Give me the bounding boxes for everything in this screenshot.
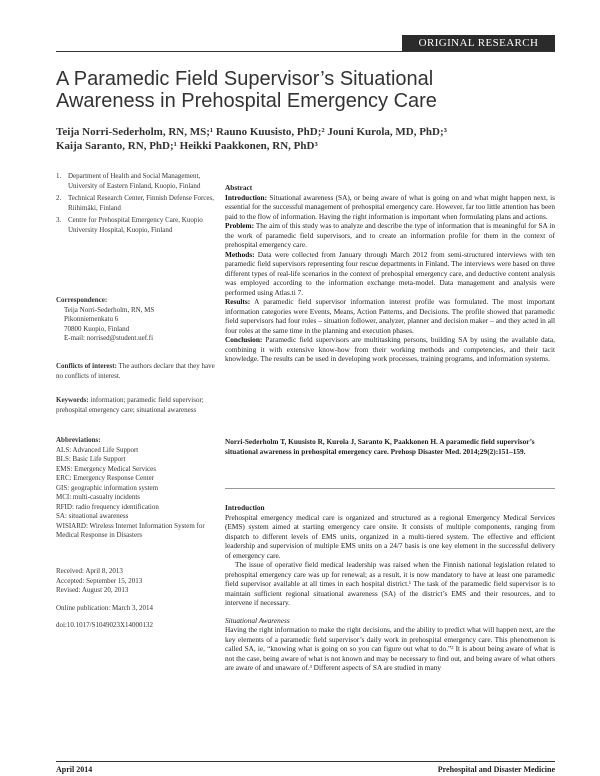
abstract-methods-text: Data were collected from January through March 2012 from semi-structured interviews with ten paramedic field supervisors representing four rescue departments in Finland. The interviews were based on three different types of real-life scenarios in the context of prehospital emergency care, and deductive content analysis was employed according to the information exchange meta-model. Data management and analysis were performed using Atlas.ti 7. (225, 249, 556, 297)
affiliation-text: Technical Research Center, Finnish Defense Forces, Riihimäki, Finland (68, 194, 214, 212)
revised-date: Revised: August 20, 2013 (56, 586, 129, 594)
conflicts-text: The authors declare that they have no conflicts of interest. (56, 362, 215, 380)
abstract-methods (225, 250, 555, 298)
received-date: Received: April 8, 2013 (56, 567, 123, 575)
abstract-intro-text: Situational awareness (SA), or being aware of what is going on and what might happen next, is essential for the successful management of prehospital emergency care. However, far too little attention has been paid to the flow of information. Having the right information is important when formulating plans and actions. (225, 192, 555, 221)
abstract-results-label: Results: (225, 297, 251, 306)
correspondence-email[interactable]: E-mail: norrised@student.uef.fi (64, 334, 154, 342)
abbreviation-item: SA: situational awareness (56, 512, 129, 520)
dates-block (56, 567, 216, 631)
footer-journal: Prehospital and Disaster Medicine (437, 765, 555, 774)
correspondence-line: Teija Norri-Sederholm, RN, MS (64, 305, 155, 314)
abbreviation-item: WISIARD: Wireless Internet Information System for Medical Response in Disasters (56, 521, 205, 539)
correspondence-line: 70800 Kuopio, Finland (64, 324, 130, 333)
abstract (225, 183, 555, 364)
abbreviation-item: BLS: Basic Life Support (56, 455, 126, 463)
affiliation-text: Centre for Prehospital Emergency Care, Kuopio University Hospital, Kuopio, Finland (68, 216, 203, 234)
footer-divider (56, 761, 555, 762)
abbreviations-heading: Abbreviations: (56, 436, 101, 444)
citation: Norri-Sederholm T, Kuusisto R, Kurola J, Saranto K, Paakkonen H. A paramedic field supervisor’s situational awareness in prehospital emergency care. Prehosp Disaster Med. 2014;29(2):151–159. (225, 437, 535, 456)
footer-date: April 2014 (56, 765, 93, 774)
affiliation-item (56, 172, 216, 191)
abstract-heading: Abstract (225, 183, 253, 192)
abbreviation-item: ALS: Advanced Life Support (56, 445, 139, 454)
author-list (56, 125, 526, 153)
abbreviations-block (56, 436, 216, 541)
abstract-results (225, 297, 555, 335)
article-title: A Paramedic Field Supervisor’s Situational Awareness in Prehospital Emergency Care (56, 68, 437, 112)
abstract-conclusion-text: Paramedic field supervisors are multitasking persons, building SA by using the available data, combining it with extensive know-how from their working methods and competencies, and their tacit knowledge. The results can be used in developing work processes, training programs, and information systems. (225, 335, 555, 363)
abbreviation-item: ERC: Emergency Response Center (56, 474, 155, 482)
abbreviation-item: RFID: radio frequency identification (56, 502, 159, 511)
introduction-section (225, 503, 555, 673)
abstract-problem (225, 221, 555, 250)
keywords-block (56, 396, 216, 415)
paragraph: Prehospital emergency medical care is organized and structured as a regional Emergency Medical Services (EMS) system aimed at starting emergency care onsite. It consists of multiple components, ranging from dispatch to different levels of EMS units, organized in a multi-tiered system. The effective and efficient leadership and supervision of multiple EMS units on a 24/7 basis is one key element in the successful delivery of emergency care. (225, 512, 555, 560)
abbreviation-item: GIS: geographic information system (56, 483, 159, 492)
abstract-methods-label: Methods: (225, 249, 255, 259)
affiliations (56, 172, 216, 238)
affiliation-item (56, 194, 216, 213)
abstract-introduction (225, 193, 555, 222)
abbreviation-item: EMS: Emergency Medical Services (56, 464, 156, 473)
paragraph: The issue of operative field medical leadership was raised when the Finnish national legislation related to prehospital emergency care was up for renewal; as a result, it is now mandatory to have at least one paramedic field supervisor available at all times in each hospital district.¹ The task of the paramedic field supervisor is to maintain sufficient regional situational awareness (SA) of the district’s EMS and their resources, and to intervene if necessary. (225, 560, 555, 607)
conflicts-block (56, 362, 216, 381)
introduction-heading: Introduction (225, 503, 265, 512)
affiliation-number: 3. (56, 216, 62, 224)
abstract-conclusion-label: Conclusion: (225, 335, 263, 344)
section-divider (225, 488, 555, 489)
correspondence-block (56, 296, 216, 344)
abstract-conclusion (225, 335, 555, 364)
affiliation-number: 2. (56, 194, 62, 202)
accepted-date: Accepted: September 15, 2013 (56, 576, 143, 585)
abstract-intro-label: Introduction: (225, 192, 268, 202)
affiliation-number: 1. (56, 172, 62, 180)
abstract-problem-label: Problem: (225, 221, 255, 230)
abstract-results-text: A paramedic field supervisor information interest profile was formulated. The most important information categories were Events, Means, Action Patterns, and Decisions. The profile showed that paramedic field supervisors had four roles – situation follower, analyzer, planner and decision maker – and they acted in all four roles at the same time in the planning and execution phases. (225, 297, 555, 335)
keywords-text: information; paramedic field supervisor; prehospital emergency care; situational awareness (56, 396, 204, 414)
sa-heading: Situational Awareness (225, 615, 290, 625)
abstract-problem-text: The aim of this study was to analyze and describe the type of information that is meaningful for SA in the work of paramedic field supervisors, and to create an information profile for them in the context of prehospital emergency care. (225, 221, 555, 249)
affiliation-item (56, 216, 216, 235)
conflicts-heading: Conflicts of interest: (56, 362, 117, 370)
authors-line-2: Kaija Saranto, RN, PhD;¹ Heikki Paakkonen, RN, PhD³ (56, 140, 318, 152)
affiliation-text: Department of Health and Social Management, University of Eastern Finland, Kuopio, Finland (68, 172, 201, 190)
authors-line-1: Teija Norri-Sederholm, RN, MS;¹ Rauno Kuusisto, PhD;² Jouni Kurola, MD, PhD;³ (56, 126, 447, 138)
paragraph: Having the right information to make the right decisions, and the ability to predict what will happen next, are the key elements of a paramedic field supervisor’s daily work in prehospital emergency care. This phenomenon is called SA, ie, “knowing what is going on so you can figure out what to do.”² It is about being aware of what is not the case, being aware of what is not known and may be necessary to find out, and being aware of what others are aware of and unaware of.³ Different aspects of SA are studied in many (225, 625, 555, 672)
top-divider (56, 51, 555, 52)
keywords-heading: Keywords: (56, 396, 89, 404)
abbreviation-item: MCI: multi-casualty incidents (56, 493, 140, 501)
doi[interactable]: doi:10.1017/S1049023X14000132 (56, 621, 154, 629)
section-banner: ORIGINAL RESEARCH (402, 35, 555, 52)
online-date: Online publication: March 3, 2014 (56, 603, 154, 612)
correspondence-heading: Correspondence: (56, 296, 108, 304)
correspondence-line: Pikonniemenkatu 6 (64, 315, 119, 323)
